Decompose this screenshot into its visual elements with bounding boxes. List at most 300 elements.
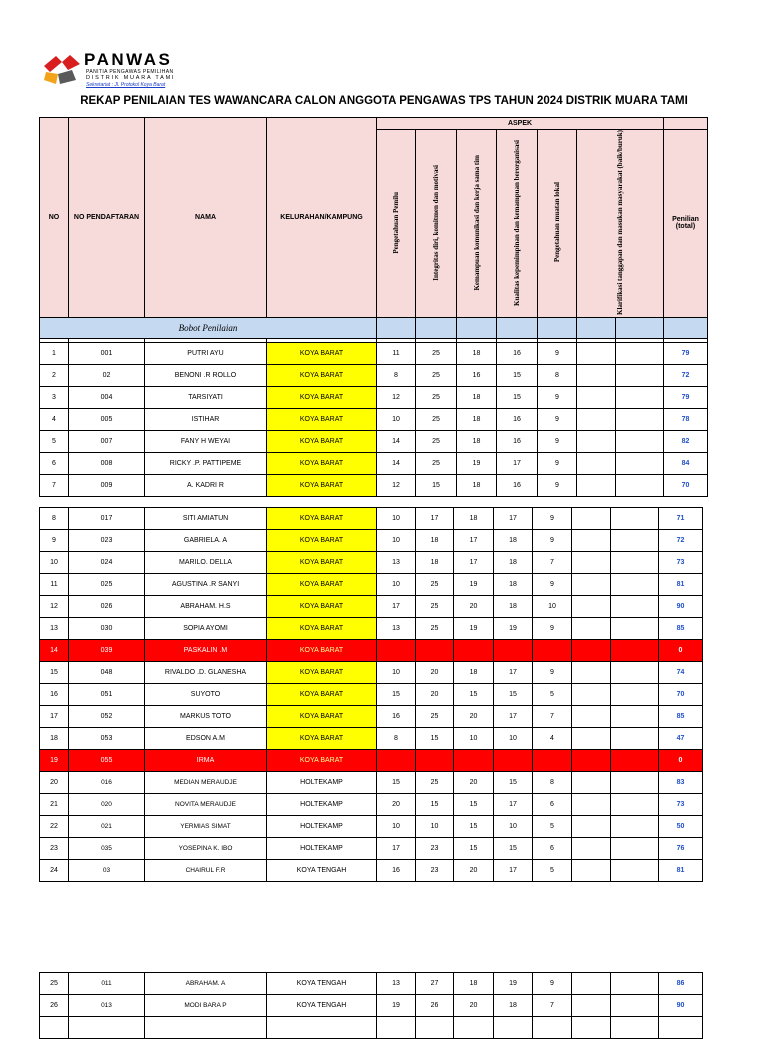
row-aspect-2: [416, 750, 454, 772]
row-reg-number: 021: [69, 816, 145, 838]
row-aspect-4: 15: [494, 772, 533, 794]
row-name: MARILO. DELLA: [145, 552, 267, 574]
row-aspect-6a: [572, 973, 611, 995]
row-aspect-4: 17: [494, 662, 533, 684]
row-aspect-3: 19: [454, 618, 494, 640]
table-row: [40, 973, 703, 995]
row-kelurahan: KOYA BARAT: [267, 596, 377, 618]
row-name: CHAIRUL F.R: [145, 860, 267, 882]
row-no: 15: [40, 662, 69, 684]
row-aspect-6b: [611, 706, 659, 728]
row-name: A. KADRI R: [145, 474, 267, 496]
row-aspect-1: 12: [377, 474, 416, 496]
row-kelurahan: KOYA BARAT: [267, 474, 377, 496]
row-name: EDSON A.M: [145, 728, 267, 750]
row-name: GABRIELA. A: [145, 530, 267, 552]
row-aspect-1: 12: [377, 386, 416, 408]
row-aspect-2: 20: [416, 662, 454, 684]
row-name: SUYOTO: [145, 684, 267, 706]
row-aspect-1: 13: [377, 552, 416, 574]
row-kelurahan: KOYA BARAT: [267, 750, 377, 772]
row-aspect-6a: [577, 386, 616, 408]
row-aspect-4: [494, 1017, 533, 1039]
row-aspect-6b: [616, 364, 664, 386]
table-row: [40, 364, 708, 386]
row-aspect-6a: [572, 574, 611, 596]
row-aspect-4: 15: [494, 838, 533, 860]
row-total: 0: [659, 750, 703, 772]
row-aspect-1: 10: [377, 816, 416, 838]
table-1-body: [40, 342, 708, 496]
row-aspect-1: 10: [377, 408, 416, 430]
row-aspect-5: 7: [533, 552, 572, 574]
row-aspect-1: 8: [377, 364, 416, 386]
row-aspect-2: 25: [416, 430, 457, 452]
table-row: [40, 728, 703, 750]
row-aspect-5: 9: [533, 973, 572, 995]
row-aspect-2: 25: [416, 452, 457, 474]
row-aspect-3: 18: [454, 973, 494, 995]
row-aspect-1: 13: [377, 973, 416, 995]
row-no: 7: [40, 474, 69, 496]
row-aspect-2: 15: [416, 728, 454, 750]
row-total: 85: [659, 618, 703, 640]
row-total: 76: [659, 838, 703, 860]
row-aspect-6b: [611, 530, 659, 552]
row-aspect-6a: [572, 860, 611, 882]
row-aspect-6a: [572, 772, 611, 794]
row-no: 11: [40, 574, 69, 596]
row-aspect-4: 15: [494, 684, 533, 706]
table-row: [40, 838, 703, 860]
row-aspect-4: [494, 750, 533, 772]
row-aspect-3: 20: [454, 995, 494, 1017]
row-aspect-5: [533, 1017, 572, 1039]
row-aspect-6a: [577, 364, 616, 386]
row-no: 6: [40, 452, 69, 474]
row-no: 14: [40, 640, 69, 662]
row-kelurahan: KOYA BARAT: [267, 574, 377, 596]
row-aspect-1: 14: [377, 430, 416, 452]
row-aspect-6a: [572, 618, 611, 640]
row-aspect-6b: [611, 574, 659, 596]
row-total: 73: [659, 794, 703, 816]
row-aspect-3: 15: [454, 794, 494, 816]
row-aspect-5: 7: [533, 995, 572, 1017]
row-total: 73: [659, 552, 703, 574]
row-name: ABRAHAM. H.S: [145, 596, 267, 618]
row-no: 4: [40, 408, 69, 430]
logo-subtitle-1: PANITIA PENGAWAS PEMILIHAN: [86, 69, 174, 75]
row-aspect-2: 25: [416, 574, 454, 596]
row-aspect-5: 9: [538, 408, 577, 430]
row-aspect-5: 5: [533, 860, 572, 882]
row-aspect-3: 18: [457, 386, 497, 408]
row-aspect-4: 16: [497, 408, 538, 430]
row-kelurahan: HOLTEKAMP: [267, 772, 377, 794]
table-row: [40, 342, 708, 364]
row-aspect-4: 17: [494, 794, 533, 816]
header-aspect-6: Klarifikasi tanggapan dan masukan masyarakat (baik/buruk): [616, 130, 624, 315]
row-aspect-6a: [572, 728, 611, 750]
row-aspect-5: 5: [533, 684, 572, 706]
row-no: 10: [40, 552, 69, 574]
row-kelurahan: KOYA BARAT: [267, 408, 377, 430]
table-row: [40, 860, 703, 882]
row-aspect-5: 9: [538, 452, 577, 474]
header-aspect-1: Pengetahuan Pemilu: [392, 191, 400, 254]
row-aspect-6b: [611, 995, 659, 1017]
row-aspect-5: 9: [538, 430, 577, 452]
table-row: [40, 794, 703, 816]
row-reg-number: 016: [69, 772, 145, 794]
panwas-logo: [42, 50, 222, 94]
row-total: 72: [659, 530, 703, 552]
row-kelurahan: KOYA BARAT: [267, 342, 377, 364]
row-reg-number: 007: [69, 430, 145, 452]
row-aspect-2: 10: [416, 816, 454, 838]
table-2-body: [40, 508, 703, 882]
row-aspect-6b: [611, 684, 659, 706]
row-total: 79: [664, 342, 708, 364]
row-aspect-6a: [572, 508, 611, 530]
table-row: [40, 552, 703, 574]
row-total: 81: [659, 860, 703, 882]
row-aspect-4: 10: [494, 816, 533, 838]
row-kelurahan: KOYA TENGAH: [267, 973, 377, 995]
row-aspect-1: 10: [377, 508, 416, 530]
row-kelurahan: KOYA BARAT: [267, 530, 377, 552]
row-aspect-4: [494, 640, 533, 662]
row-name: MEDIAN MERAUDJE: [145, 772, 267, 794]
row-no: 20: [40, 772, 69, 794]
row-aspect-5: 9: [533, 618, 572, 640]
row-total: 84: [664, 452, 708, 474]
row-name: YERMIAS SIMAT: [145, 816, 267, 838]
header-aspect-2: Integritas diri, komitmen dan motivasi: [432, 164, 440, 281]
row-reg-number: 039: [69, 640, 145, 662]
row-aspect-6a: [572, 706, 611, 728]
row-total: 78: [664, 408, 708, 430]
row-name: RIVALDO .D. GLANESHA: [145, 662, 267, 684]
row-aspect-5: [533, 750, 572, 772]
table-row: [40, 530, 703, 552]
row-name: SITI AMIATUN: [145, 508, 267, 530]
row-name: BENONI .R ROLLO: [145, 364, 267, 386]
row-aspect-1: 11: [377, 342, 416, 364]
row-no: 16: [40, 684, 69, 706]
row-aspect-2: 25: [416, 364, 457, 386]
row-total: 74: [659, 662, 703, 684]
row-total: 82: [664, 430, 708, 452]
row-reg-number: 048: [69, 662, 145, 684]
row-aspect-6a: [572, 995, 611, 1017]
header-blank: [664, 118, 708, 130]
row-aspect-3: 18: [457, 342, 497, 364]
row-kelurahan: KOYA BARAT: [267, 552, 377, 574]
row-aspect-2: 20: [416, 684, 454, 706]
row-aspect-5: 9: [533, 574, 572, 596]
score-table-3: [39, 972, 703, 1039]
row-kelurahan: KOYA BARAT: [267, 430, 377, 452]
row-kelurahan: HOLTEKAMP: [267, 816, 377, 838]
row-aspect-4: 10: [494, 728, 533, 750]
row-aspect-2: [416, 1017, 454, 1039]
row-aspect-3: 20: [454, 860, 494, 882]
row-reg-number: 017: [69, 508, 145, 530]
row-aspect-5: 9: [533, 530, 572, 552]
row-kelurahan: KOYA BARAT: [267, 662, 377, 684]
row-aspect-3: 20: [454, 772, 494, 794]
row-no: 1: [40, 342, 69, 364]
row-aspect-1: [377, 640, 416, 662]
row-aspect-3: [454, 750, 494, 772]
row-reg-number: 023: [69, 530, 145, 552]
row-kelurahan: HOLTEKAMP: [267, 794, 377, 816]
header-aspect-4: Kualitas kepemimpinan dan kemampuan berorganisasi: [513, 139, 521, 306]
row-aspect-4: 17: [497, 452, 538, 474]
row-aspect-1: 13: [377, 618, 416, 640]
table-row: [40, 618, 703, 640]
header-kel: KELURAHAN/KAMPUNG: [267, 118, 377, 318]
row-aspect-6b: [616, 430, 664, 452]
row-aspect-6a: [572, 552, 611, 574]
row-aspect-6a: [572, 530, 611, 552]
row-aspect-4: 18: [494, 995, 533, 1017]
row-aspect-1: 10: [377, 662, 416, 684]
row-aspect-6a: [572, 1017, 611, 1039]
table-row: [40, 386, 708, 408]
logo-subtitle-2: DISTRIK MUARA TAMI: [86, 75, 176, 81]
row-no: 13: [40, 618, 69, 640]
row-name: PASKALIN .M: [145, 640, 267, 662]
row-no: 26: [40, 995, 69, 1017]
bobot-label: Bobot Penilaian: [40, 317, 377, 338]
row-aspect-4: 19: [494, 973, 533, 995]
row-no: 2: [40, 364, 69, 386]
row-aspect-2: [416, 640, 454, 662]
table-row: [40, 452, 708, 474]
row-name: IRMA: [145, 750, 267, 772]
row-aspect-6a: [572, 596, 611, 618]
row-aspect-6b: [616, 452, 664, 474]
row-kelurahan: KOYA BARAT: [267, 364, 377, 386]
row-aspect-6a: [577, 452, 616, 474]
row-name: RICKY .P. PATTIPEME: [145, 452, 267, 474]
score-table-2: [39, 507, 703, 882]
row-aspect-2: 23: [416, 860, 454, 882]
row-name: FANY H WEYAI: [145, 430, 267, 452]
row-total: 47: [659, 728, 703, 750]
row-aspect-2: 25: [416, 386, 457, 408]
row-aspect-1: 15: [377, 684, 416, 706]
row-no: 22: [40, 816, 69, 838]
row-no: 21: [40, 794, 69, 816]
row-no: 18: [40, 728, 69, 750]
row-aspect-2: 25: [416, 342, 457, 364]
row-kelurahan: KOYA BARAT: [267, 452, 377, 474]
page-title: REKAP PENILAIAN TES WAWANCARA CALON ANGGOTA PENGAWAS TPS TAHUN 2024 DISTRIK MUARA TAMI: [80, 95, 688, 107]
row-aspect-6b: [611, 750, 659, 772]
row-aspect-6b: [611, 794, 659, 816]
row-aspect-2: 25: [416, 772, 454, 794]
table-row: [40, 662, 703, 684]
row-aspect-3: 20: [454, 706, 494, 728]
row-reg-number: 024: [69, 552, 145, 574]
table-row: [40, 408, 708, 430]
row-aspect-1: 20: [377, 794, 416, 816]
table-row: [40, 995, 703, 1017]
row-reg-number: 030: [69, 618, 145, 640]
row-kelurahan: KOYA TENGAH: [267, 860, 377, 882]
row-no: 25: [40, 973, 69, 995]
header-aspek: ASPEK: [377, 118, 664, 130]
row-total: [659, 1017, 703, 1039]
row-name: SOPIA AYOMI: [145, 618, 267, 640]
row-aspect-4: 18: [494, 530, 533, 552]
row-aspect-3: 18: [454, 662, 494, 684]
table-row: [40, 640, 703, 662]
row-aspect-4: 16: [497, 474, 538, 496]
row-aspect-3: [454, 1017, 494, 1039]
row-aspect-3: 15: [454, 684, 494, 706]
row-aspect-6b: [611, 772, 659, 794]
row-no: 12: [40, 596, 69, 618]
row-aspect-6b: [611, 508, 659, 530]
panwas-emblem-icon: [42, 52, 82, 86]
row-name: ABRAHAM. A: [145, 973, 267, 995]
row-aspect-3: 19: [454, 574, 494, 596]
row-total: 81: [659, 574, 703, 596]
row-aspect-3: [454, 640, 494, 662]
row-aspect-6a: [572, 662, 611, 684]
row-aspect-5: 8: [538, 364, 577, 386]
logo-wordmark: PANWAS: [84, 50, 173, 69]
table-row: [40, 684, 703, 706]
row-kelurahan: KOYA BARAT: [267, 618, 377, 640]
row-name: PUTRI AYU: [145, 342, 267, 364]
row-total: 86: [659, 973, 703, 995]
row-reg-number: 055: [69, 750, 145, 772]
row-aspect-1: 17: [377, 596, 416, 618]
row-reg-number: [69, 1017, 145, 1039]
row-no: 3: [40, 386, 69, 408]
header-total: Penilian (total): [664, 130, 708, 318]
row-aspect-6b: [611, 640, 659, 662]
table-row: [40, 474, 708, 496]
row-aspect-5: 8: [533, 772, 572, 794]
row-total: 85: [659, 706, 703, 728]
row-reg-number: 008: [69, 452, 145, 474]
row-aspect-1: 17: [377, 838, 416, 860]
row-aspect-6b: [611, 618, 659, 640]
table-row: [40, 772, 703, 794]
row-aspect-1: 8: [377, 728, 416, 750]
row-aspect-3: 17: [454, 552, 494, 574]
table-row: [40, 574, 703, 596]
header-row-top: [40, 118, 708, 130]
table-3-body: [40, 973, 703, 1039]
header-nama: NAMA: [145, 118, 267, 318]
row-aspect-4: 18: [494, 596, 533, 618]
row-name: [145, 1017, 267, 1039]
header-no: NO: [40, 118, 69, 318]
row-aspect-3: 20: [454, 596, 494, 618]
row-name: TARSIYATI: [145, 386, 267, 408]
row-aspect-5: 9: [533, 662, 572, 684]
row-aspect-6b: [611, 973, 659, 995]
table-row: [40, 430, 708, 452]
row-aspect-5: 10: [533, 596, 572, 618]
row-no: 9: [40, 530, 69, 552]
row-aspect-5: 9: [538, 342, 577, 364]
row-aspect-4: 19: [494, 618, 533, 640]
row-total: 83: [659, 772, 703, 794]
row-kelurahan: KOYA BARAT: [267, 684, 377, 706]
row-kelurahan: KOYA BARAT: [267, 706, 377, 728]
row-name: AGUSTINA .R SANYI: [145, 574, 267, 596]
row-aspect-6b: [611, 662, 659, 684]
row-reg-number: 004: [69, 386, 145, 408]
row-reg-number: 025: [69, 574, 145, 596]
table-row: [40, 816, 703, 838]
row-reg-number: 011: [69, 973, 145, 995]
row-aspect-6b: [616, 342, 664, 364]
row-aspect-4: 15: [497, 364, 538, 386]
row-aspect-6b: [616, 474, 664, 496]
row-aspect-3: 15: [454, 838, 494, 860]
row-reg-number: 051: [69, 684, 145, 706]
row-no: 5: [40, 430, 69, 452]
row-total: 72: [664, 364, 708, 386]
row-aspect-6a: [572, 816, 611, 838]
row-no: 23: [40, 838, 69, 860]
row-aspect-6b: [611, 596, 659, 618]
row-total: 0: [659, 640, 703, 662]
table-row: [40, 508, 703, 530]
row-name: ISTIHAR: [145, 408, 267, 430]
row-reg-number: 03: [69, 860, 145, 882]
bobot-row: [40, 317, 708, 338]
row-aspect-6a: [572, 838, 611, 860]
row-aspect-6a: [572, 750, 611, 772]
row-kelurahan: KOYA BARAT: [267, 386, 377, 408]
row-aspect-2: 18: [416, 552, 454, 574]
row-aspect-2: 27: [416, 973, 454, 995]
row-aspect-2: 18: [416, 530, 454, 552]
row-name: MODI BARA P: [145, 995, 267, 1017]
row-aspect-2: 15: [416, 794, 454, 816]
row-aspect-5: 9: [538, 474, 577, 496]
row-total: 50: [659, 816, 703, 838]
row-aspect-3: 18: [457, 474, 497, 496]
row-kelurahan: KOYA BARAT: [267, 508, 377, 530]
row-no: 8: [40, 508, 69, 530]
row-aspect-1: 16: [377, 706, 416, 728]
row-total: 90: [659, 995, 703, 1017]
row-aspect-3: 10: [454, 728, 494, 750]
row-aspect-2: 15: [416, 474, 457, 496]
row-aspect-2: 25: [416, 408, 457, 430]
row-aspect-4: 16: [497, 342, 538, 364]
row-kelurahan: [267, 1017, 377, 1039]
row-aspect-5: 6: [533, 838, 572, 860]
row-aspect-4: 17: [494, 860, 533, 882]
row-aspect-6b: [611, 816, 659, 838]
row-aspect-2: 25: [416, 618, 454, 640]
row-name: YOSEPINA K. IBO: [145, 838, 267, 860]
row-aspect-1: 14: [377, 452, 416, 474]
